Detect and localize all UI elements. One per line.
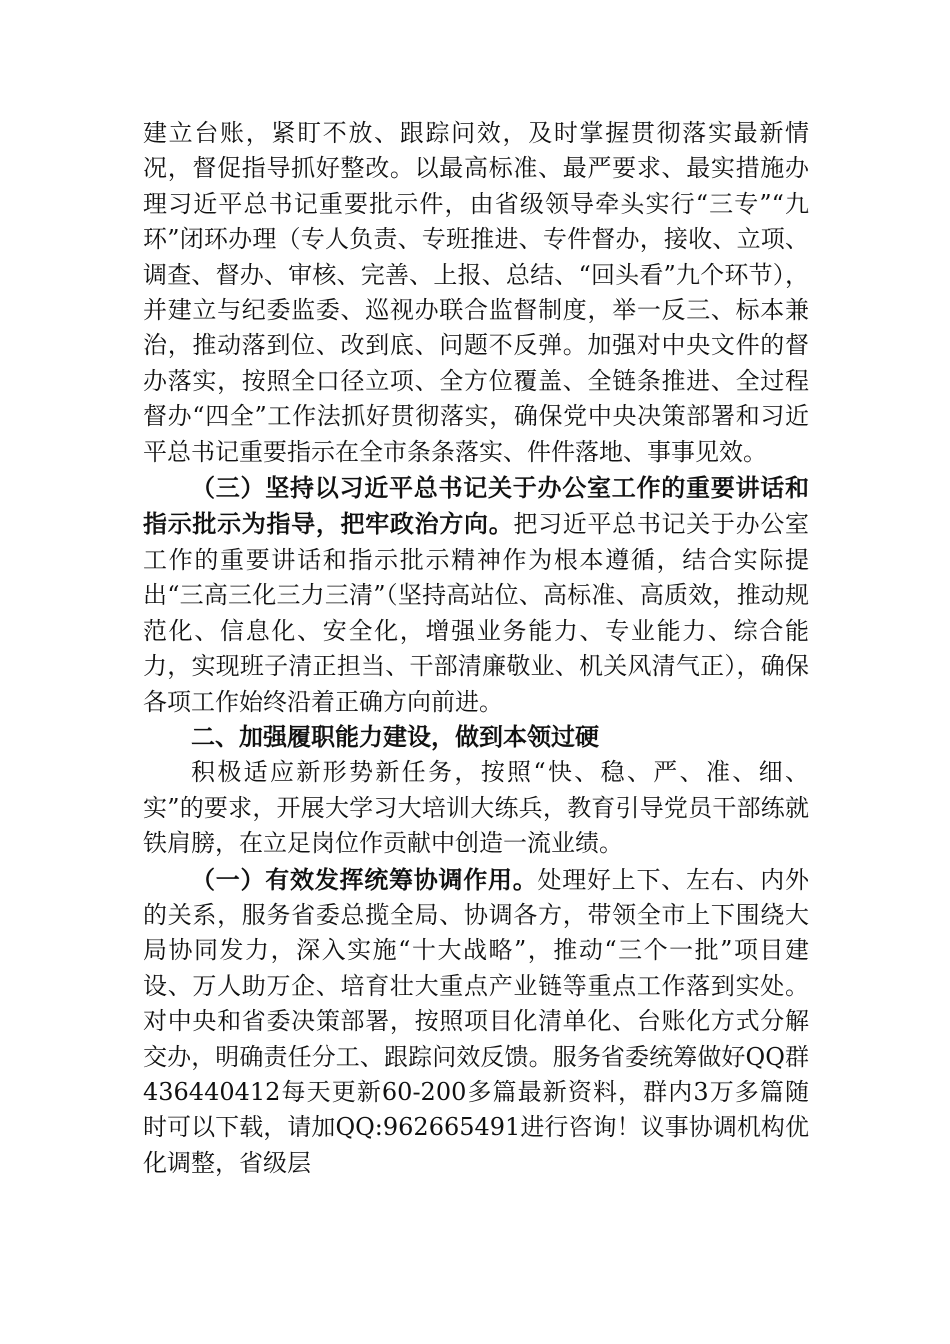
paragraph-1: 建立台账，紧盯不放、跟踪问效，及时掌握贯彻落实最新情况，督促指导抓好整改。以最高标准、最严要求、最实措施办理习近平总书记重要批示件，由省级领导牵头实行“三专”“九环”闭环办理（专人负责、专班推进、专件督办，接收、立项、调查、督办、审核、完善、上报、总结、“回头看”九个环节），并建立与纪委监委、巡视办联合监督制度，举一反三、标本兼治，推动落到位、改到底、问题不反弹。加强对中央文件的督办落实，按照全口径立项、全方位覆盖、全链条推进、全过程督办“四全”工作法抓好贯彻落实，确保党中央决策部署和习近平总书记重要指示在全市条条落实、件件落地、事事见效。 xyxy=(143,119,809,466)
paragraph-4 xyxy=(143,862,809,1182)
document-page xyxy=(143,116,809,1181)
paragraph-3: 积极适应新形势新任务，按照“快、稳、严、准、细、实”的要求，开展大学习大培训大练兵，教育引导党员干部练就铁肩膀，在立足岗位作贡献中创造一流业绩。 xyxy=(143,758,809,858)
paragraph-4-body: 处理好上下、左右、内外的关系，服务省委总揽全局、协调各方，带领全市上下围绕大局协同发力，深入实施“十大战略”，推动“三个一批”项目建设、万人助万企、培育壮大重点产业链等重点工作落到实处。对中央和省委决策部署，按照项目化清单化、台账化方式分解交办，明确责任分工、跟踪问效反馈。服务省委统筹做好QQ群436440412每天更新60-200多篇最新资料，群内3万多篇随时可以下载，请加QQ:962665491进行咨询！议事协调机构优化调整，省级层 xyxy=(143,865,809,1177)
section-heading-2: 二、加强履职能力建设，做到本领过硬 xyxy=(191,722,599,751)
paragraph-2 xyxy=(143,470,809,720)
paragraph-2-body: 把习近平总书记关于办公室工作的重要讲话和指示批示精神作为根本遵循，结合实际提出“三高三化三力三清”（坚持高站位、高标准、高质效，推动规范化、信息化、安全化，增强业务能力、专业能力、综合能力，实现班子清正担当、干部清廉敬业、机关风清气正），确保各项工作始终沿着正确方向前进。 xyxy=(143,510,810,716)
paragraph-2-lead: （三）坚持以习近平总书记关于办公室工作的重要讲话和指示批示为指导，把牢政治方向。 xyxy=(143,473,809,539)
paragraph-4-lead: （一）有效发挥统筹协调作用。 xyxy=(191,864,538,894)
